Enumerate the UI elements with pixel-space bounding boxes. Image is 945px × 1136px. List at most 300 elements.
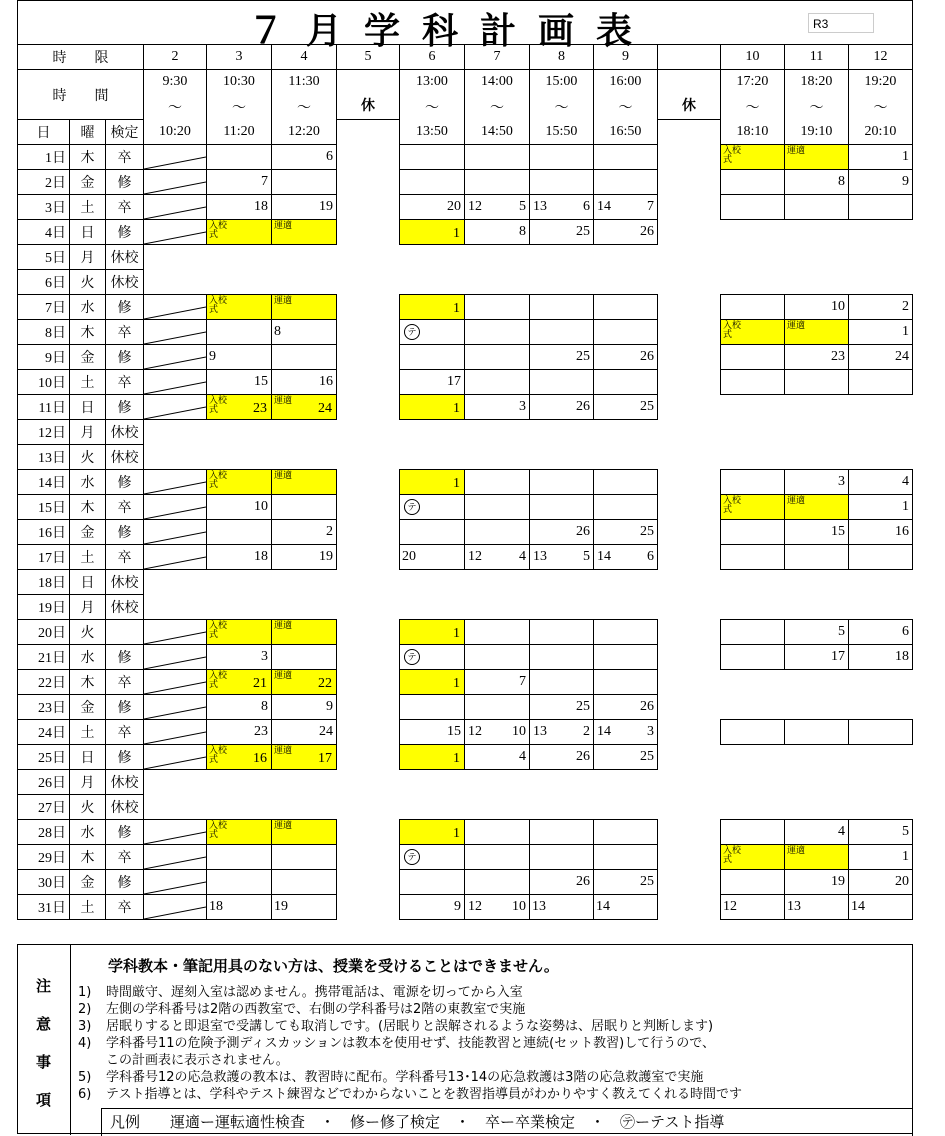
lesson-number: 6 [902, 624, 909, 639]
day-row [18, 395, 913, 420]
cell-c7 [465, 695, 530, 720]
cell-c3 [207, 695, 272, 720]
closed-span [144, 245, 913, 270]
weekday-cell: 金 [70, 870, 106, 895]
weekday-cell: 日 [70, 395, 106, 420]
day-row [18, 720, 913, 745]
lesson-number: 9 [454, 899, 461, 914]
cell-c11 [785, 370, 849, 395]
evening-gap [658, 620, 721, 645]
lesson-number: 16 [319, 374, 333, 389]
evening-gap [658, 145, 721, 170]
cell-c10 [721, 345, 785, 370]
weekday-cell: 火 [70, 270, 106, 295]
period-2-blocked [144, 520, 207, 545]
lunch-gap [337, 345, 400, 370]
note-number: 6) [78, 1087, 92, 1102]
cell-c9 [594, 745, 658, 770]
cell-c8 [530, 745, 594, 770]
cell-c6 [400, 170, 465, 195]
period-2-blocked [144, 495, 207, 520]
day-cell: 22日 [18, 670, 70, 695]
start-time-8: 15:00 [530, 70, 594, 95]
day-row [18, 520, 913, 545]
day-row [18, 345, 913, 370]
number-left: 12 [468, 199, 482, 214]
cell-c4 [272, 145, 337, 170]
lesson-number: 26 [640, 349, 654, 364]
number-left: 13 [533, 724, 547, 739]
weekday-cell: 木 [70, 320, 106, 345]
number-pair [594, 549, 657, 565]
lunch-gap [337, 545, 400, 570]
kentei-cell: 修 [106, 395, 144, 420]
lesson-number: 1 [453, 301, 460, 316]
cell-c9 [594, 495, 658, 520]
number-right: 5 [519, 199, 526, 214]
note-text: テスト指導とは、学科やテスト練習などでわからないことを教習指導員がわかりやすく教えてくれる時間です [106, 1087, 742, 1102]
end-time-4: 12:20 [272, 120, 337, 145]
notes-warning: 学科教本・筆記用具のない方は、授業を受けることはできません。 [108, 957, 559, 975]
cell-c7 [465, 145, 530, 170]
cell-c10 [721, 195, 785, 220]
day-row [18, 620, 913, 645]
day-row [18, 595, 913, 620]
day-row [18, 820, 913, 845]
day-cell: 31日 [18, 895, 70, 920]
lesson-number: 24 [318, 401, 332, 416]
period-2: 2 [144, 45, 207, 70]
lesson-number: 10 [254, 499, 268, 514]
kentei-cell: 修 [106, 345, 144, 370]
wave-10: ～ [721, 95, 785, 120]
end-time-11: 19:10 [785, 120, 849, 145]
cell-c3 [207, 170, 272, 195]
cell-c11 [785, 820, 849, 845]
lesson-number: 24 [895, 349, 909, 364]
cell-c9 [594, 145, 658, 170]
lesson-number: 1 [453, 676, 460, 691]
kentei-cell: 卒 [106, 670, 144, 695]
diagonal-line [144, 895, 206, 919]
weekday-cell: 木 [70, 845, 106, 870]
cell-c12 [849, 845, 913, 870]
lesson-number: 12 [723, 899, 737, 914]
cell-c10 [721, 620, 785, 645]
weekday-cell: 金 [70, 170, 106, 195]
cell-c10 [721, 870, 785, 895]
notes-side-char: 項 [36, 1091, 52, 1109]
wave-12: ～ [849, 95, 913, 120]
number-pair [465, 899, 529, 915]
cell-c6 [400, 545, 465, 570]
title-bar [17, 0, 913, 52]
lesson-number: 25 [640, 749, 654, 764]
cell-c3 [207, 645, 272, 670]
lesson-number: 1 [453, 751, 460, 766]
period-11: 11 [785, 45, 849, 70]
cell-c12 [849, 520, 913, 545]
period-2-blocked [144, 170, 207, 195]
number-pair [594, 199, 657, 215]
day-cell: 5日 [18, 245, 70, 270]
lesson-number: 1 [453, 626, 460, 641]
cell-c6 [400, 620, 465, 645]
day-row [18, 645, 913, 670]
number-pair [530, 549, 593, 565]
number-left: 13 [533, 549, 547, 564]
nyuko-label: 入校式 [723, 320, 742, 339]
cell-c12 [849, 870, 913, 895]
number-left: 13 [533, 199, 547, 214]
cell-c6 [400, 220, 465, 245]
lunch-gap [337, 170, 400, 195]
day-row [18, 170, 913, 195]
note-number: 1) [78, 985, 92, 1000]
period-2-blocked [144, 820, 207, 845]
evening-gap [658, 545, 721, 570]
diagonal-line [144, 845, 206, 869]
cell-c3 [207, 820, 272, 845]
cell-c12 [849, 470, 913, 495]
period-2-blocked [144, 470, 207, 495]
cell-c12 [849, 295, 913, 320]
day-row [18, 570, 913, 595]
test-mark-icon: テ [404, 849, 420, 865]
kentei-cell: 修 [106, 645, 144, 670]
cell-c11 [785, 345, 849, 370]
period-2-blocked [144, 145, 207, 170]
lesson-number: 14 [596, 899, 610, 914]
lunch-gap [337, 720, 400, 745]
lesson-number: 18 [895, 649, 909, 664]
cell-c12 [849, 720, 913, 745]
test-mark-icon: テ [404, 324, 420, 340]
cell-c8 [530, 195, 594, 220]
weekday-cell: 火 [70, 620, 106, 645]
wave-2: ～ [144, 95, 207, 120]
cell-c8 [530, 895, 594, 920]
cell-c4 [272, 545, 337, 570]
day-row [18, 445, 913, 470]
lunch-gap [337, 295, 400, 320]
period-2-blocked [144, 345, 207, 370]
day-cell: 20日 [18, 620, 70, 645]
cell-c7 [465, 345, 530, 370]
header-gap [658, 45, 721, 70]
day-row [18, 420, 913, 445]
start-time-6: 13:00 [400, 70, 465, 95]
lesson-number: 2 [326, 524, 333, 539]
evening-gap [658, 295, 721, 320]
cell-c7 [465, 520, 530, 545]
diagonal-line [144, 645, 206, 669]
cell-c4 [272, 670, 337, 695]
day-row [18, 495, 913, 520]
weekday-cell: 金 [70, 520, 106, 545]
cell-c3 [207, 320, 272, 345]
lesson-number: 4 [902, 474, 909, 489]
unteki-label: 運適 [274, 295, 293, 305]
cell-c8 [530, 145, 594, 170]
day-cell: 29日 [18, 845, 70, 870]
cell-c6 [400, 520, 465, 545]
cell-c7 [465, 195, 530, 220]
closed-span [144, 570, 913, 595]
kentei-cell: 卒 [106, 195, 144, 220]
unteki-label: 運適 [274, 620, 293, 630]
lesson-number: 18 [254, 549, 268, 564]
number-right: 10 [512, 724, 526, 739]
cell-c11 [785, 645, 849, 670]
cell-c8 [530, 870, 594, 895]
lesson-number: 15 [831, 524, 845, 539]
note-number: 5) [78, 1070, 92, 1085]
nyuko-label: 入校式 [209, 670, 228, 689]
evening-gap [658, 820, 721, 845]
lesson-number: 5 [902, 824, 909, 839]
evening-gap [658, 520, 721, 545]
lunch-gap [337, 370, 400, 395]
lesson-number: 23 [254, 724, 268, 739]
period-5: 5 [337, 45, 400, 70]
nyuko-label: 入校式 [723, 495, 742, 514]
cell-c11 [785, 620, 849, 645]
cell-c6 [400, 295, 465, 320]
kentei-cell: 修 [106, 745, 144, 770]
kentei-cell: 修 [106, 170, 144, 195]
cell-c6 [400, 345, 465, 370]
kentei-cell: 休校 [106, 445, 144, 470]
nyuko-label: 入校式 [209, 820, 228, 839]
cell-c10 [721, 695, 785, 720]
evening-gap [658, 645, 721, 670]
period-3: 3 [207, 45, 272, 70]
kentei-cell: 卒 [106, 495, 144, 520]
cell-c11 [785, 720, 849, 745]
day-row [18, 870, 913, 895]
cell-c10 [721, 145, 785, 170]
cell-c11 [785, 670, 849, 695]
cell-c6 [400, 395, 465, 420]
start-time-9: 16:00 [594, 70, 658, 95]
nyuko-label: 入校式 [723, 145, 742, 164]
cell-c10 [721, 320, 785, 345]
nyuko-label: 入校式 [209, 395, 228, 414]
kentei-cell [106, 620, 144, 645]
weekday-cell: 金 [70, 345, 106, 370]
time-label-cell: 時 間 [18, 70, 144, 120]
cell-c9 [594, 870, 658, 895]
day-cell: 7日 [18, 295, 70, 320]
cell-c12 [849, 395, 913, 420]
cell-c7 [465, 820, 530, 845]
kentei-cell: 修 [106, 870, 144, 895]
cell-c3 [207, 495, 272, 520]
day-cell: 4日 [18, 220, 70, 245]
unteki-label: 運適 [787, 145, 806, 155]
lesson-number: 2 [902, 299, 909, 314]
cell-c3 [207, 145, 272, 170]
day-row [18, 245, 913, 270]
cell-c9 [594, 295, 658, 320]
evening-gap [658, 745, 721, 770]
cell-c12 [849, 820, 913, 845]
number-right: 4 [519, 549, 526, 564]
lesson-number: 21 [253, 676, 267, 691]
cell-c10 [721, 395, 785, 420]
number-right: 6 [583, 199, 590, 214]
weekday-cell: 土 [70, 370, 106, 395]
cell-c7 [465, 220, 530, 245]
cell-c11 [785, 220, 849, 245]
cell-c4 [272, 220, 337, 245]
cell-c8 [530, 695, 594, 720]
number-left: 14 [597, 199, 611, 214]
number-pair [530, 199, 593, 215]
rest-label-evening: 休 [658, 70, 721, 120]
number-right: 10 [512, 899, 526, 914]
unteki-label: 運適 [274, 820, 293, 830]
cell-c9 [594, 220, 658, 245]
lesson-number: 26 [576, 749, 590, 764]
cell-c6 [400, 720, 465, 745]
diagonal-line [144, 545, 206, 569]
cell-c9 [594, 195, 658, 220]
day-row [18, 295, 913, 320]
cell-c6 [400, 470, 465, 495]
diagonal-line [144, 745, 206, 769]
test-mark-icon: テ [404, 499, 420, 515]
cell-c8 [530, 520, 594, 545]
number-left: 14 [597, 549, 611, 564]
lesson-number: 23 [831, 349, 845, 364]
cell-c4 [272, 295, 337, 320]
cell-c10 [721, 895, 785, 920]
cell-c7 [465, 470, 530, 495]
day-row [18, 195, 913, 220]
cell-c8 [530, 645, 594, 670]
lesson-number: 1 [453, 401, 460, 416]
cell-c3 [207, 295, 272, 320]
kentei-cell: 卒 [106, 370, 144, 395]
cell-c6 [400, 670, 465, 695]
evening-gap [658, 220, 721, 245]
lesson-number: 1 [902, 324, 909, 339]
period-2-blocked [144, 870, 207, 895]
cell-c7 [465, 545, 530, 570]
day-cell: 11日 [18, 395, 70, 420]
cell-c12 [849, 645, 913, 670]
cell-c3 [207, 745, 272, 770]
rest-label-lunch: 休 [337, 70, 400, 120]
day-cell: 17日 [18, 545, 70, 570]
note-number: 4) [78, 1036, 92, 1051]
cell-c11 [785, 745, 849, 770]
lesson-number: 1 [902, 849, 909, 864]
day-cell: 23日 [18, 695, 70, 720]
period-2-blocked [144, 720, 207, 745]
lesson-number: 25 [576, 224, 590, 239]
cell-c10 [721, 470, 785, 495]
wave-11: ～ [785, 95, 849, 120]
cell-c7 [465, 845, 530, 870]
period-4: 4 [272, 45, 337, 70]
lesson-number: 8 [261, 699, 268, 714]
weekday-cell: 水 [70, 470, 106, 495]
diagonal-line [144, 870, 206, 894]
day-cell: 6日 [18, 270, 70, 295]
diagonal-line [144, 695, 206, 719]
cell-c8 [530, 720, 594, 745]
cell-c12 [849, 195, 913, 220]
kentei-cell: 休校 [106, 420, 144, 445]
lesson-number: 20 [895, 874, 909, 889]
weekday-cell: 月 [70, 245, 106, 270]
note-text: 左側の学科番号は2階の西教室で、右側の学科番号は2階の東教室で実施 [106, 1002, 526, 1017]
lesson-number: 13 [787, 899, 801, 914]
diagonal-line [144, 220, 206, 244]
lunch-gap [337, 745, 400, 770]
lunch-gap [337, 670, 400, 695]
notes-side-char: 意 [36, 1015, 52, 1033]
cell-c10 [721, 670, 785, 695]
kentei-cell: 卒 [106, 545, 144, 570]
cell-c6 [400, 870, 465, 895]
end-time-3: 11:20 [207, 120, 272, 145]
cell-c7 [465, 170, 530, 195]
number-right: 3 [647, 724, 654, 739]
cell-c8 [530, 370, 594, 395]
cell-c4 [272, 820, 337, 845]
note-number: 2) [78, 1002, 92, 1017]
kentei-cell: 休校 [106, 270, 144, 295]
lesson-number: 3 [838, 474, 845, 489]
day-cell: 19日 [18, 595, 70, 620]
end-time-blank [658, 120, 721, 145]
day-cell: 12日 [18, 420, 70, 445]
lesson-number: 1 [453, 476, 460, 491]
lesson-number: 15 [447, 724, 461, 739]
diagonal-line [144, 620, 206, 644]
lesson-number: 19 [319, 199, 333, 214]
code-field[interactable]: R3 [808, 13, 874, 33]
cell-c7 [465, 720, 530, 745]
diagonal-line [144, 395, 206, 419]
period-8: 8 [530, 45, 594, 70]
cell-c10 [721, 370, 785, 395]
weekday-cell: 水 [70, 820, 106, 845]
lesson-number: 19 [831, 874, 845, 889]
cell-c12 [849, 620, 913, 645]
lunch-gap [337, 495, 400, 520]
period-2-blocked [144, 645, 207, 670]
number-left: 12 [468, 899, 482, 914]
cell-c10 [721, 220, 785, 245]
cell-c4 [272, 495, 337, 520]
lunch-gap [337, 395, 400, 420]
period-2-blocked [144, 220, 207, 245]
period-6: 6 [400, 45, 465, 70]
evening-gap [658, 670, 721, 695]
lesson-number: 20 [402, 549, 416, 564]
nyuko-label: 入校式 [209, 745, 228, 764]
kentei-cell: 修 [106, 220, 144, 245]
evening-gap [658, 345, 721, 370]
unteki-label: 運適 [274, 745, 293, 755]
cell-c4 [272, 845, 337, 870]
day-row [18, 545, 913, 570]
